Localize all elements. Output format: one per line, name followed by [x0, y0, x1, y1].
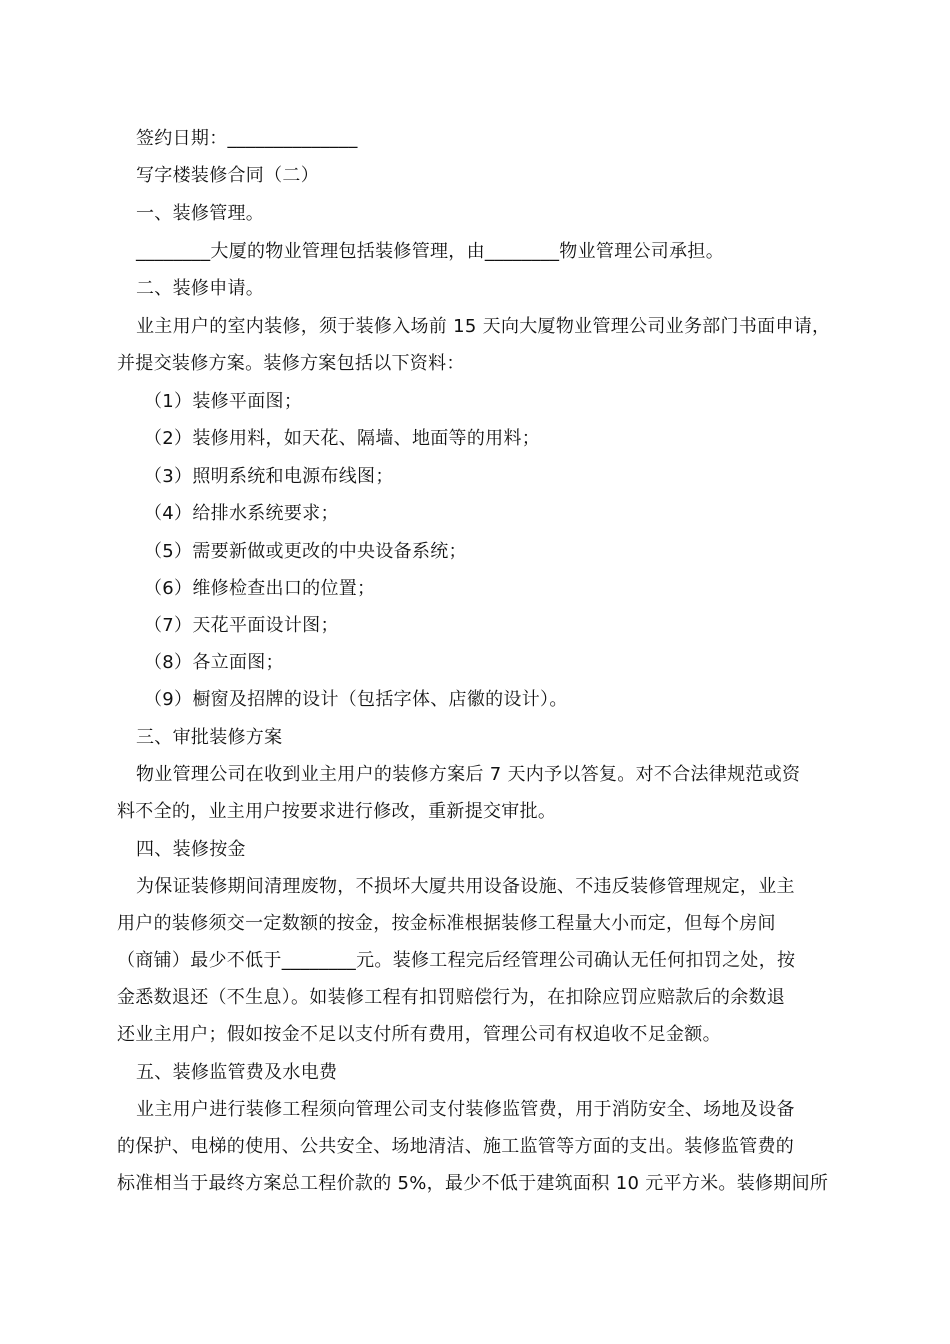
- list-item: （8）各立面图；: [144, 652, 284, 673]
- list-item: （4）给排水系统要求；: [144, 503, 339, 524]
- paragraph-line: （商铺）最少不低于________元。装修工程完后经管理公司确认无任何扣罚之处，按: [117, 950, 796, 971]
- list-item: （9）橱窗及招牌的设计（包括字体、店徽的设计）。: [144, 689, 568, 710]
- paragraph-line: 还业主用户；假如按金不足以支付所有费用，管理公司有权追收不足金额。: [117, 1024, 721, 1045]
- list-item: （7）天花平面设计图；: [144, 615, 339, 636]
- paragraph-line: 并提交装修方案。装修方案包括以下资料：: [117, 353, 465, 374]
- list-item: （3）照明系统和电源布线图；: [144, 466, 394, 487]
- list-item: （6）维修检查出口的位置；: [144, 578, 376, 599]
- paragraph-line: 用户的装修须交一定数额的按金，按金标准根据装修工程量大小而定，但每个房间: [117, 913, 776, 934]
- section-heading-3: 三、审批装修方案: [136, 727, 283, 748]
- list-item: （1）装修平面图；: [144, 391, 303, 412]
- paragraph-line: 料不全的，业主用户按要求进行修改，重新提交审批。: [117, 801, 557, 822]
- paragraph-line: 物业管理公司在收到业主用户的装修方案后 7 天内予以答复。对不合法律规范或资: [136, 764, 801, 785]
- section-heading-1: 一、装修管理。: [136, 203, 265, 224]
- list-item: （5）需要新做或更改的中央设备系统；: [144, 541, 467, 562]
- paragraph-line: 标准相当于最终方案总工程价款的 5%，最少不低于建筑面积 10 元平方米。装修期间所: [117, 1173, 829, 1194]
- section-heading-4: 四、装修按金: [136, 839, 246, 860]
- paragraph-line: 为保证装修期间清理废物，不损坏大厦共用设备设施、不违反装修管理规定，业主: [136, 876, 795, 897]
- signing-date-line: 签约日期：______________: [136, 128, 358, 149]
- paragraph-line: 业主用户进行装修工程须向管理公司支付装修监管费，用于消防安全、场地及设备: [136, 1099, 795, 1120]
- paragraph-line: 的保护、电梯的使用、公共安全、场地清洁、施工监管等方面的支出。装修监管费的: [117, 1136, 795, 1157]
- contract-title: 写字楼装修合同（二）: [136, 165, 319, 186]
- paragraph-line: 金悉数退还（不生息）。如装修工程有扣罚赔偿行为，在扣除应罚应赔款后的余数退: [117, 987, 786, 1008]
- section-heading-2: 二、装修申请。: [136, 278, 265, 299]
- list-item: （2）装修用料，如天花、隔墙、地面等的用料；: [144, 428, 541, 449]
- paragraph-line: 业主用户的室内装修，须于装修入场前 15 天向大厦物业管理公司业务部门书面申请，: [136, 316, 831, 337]
- paragraph-line: ________大厦的物业管理包括装修管理，由________物业管理公司承担。: [136, 241, 724, 262]
- section-heading-5: 五、装修监管费及水电费: [136, 1062, 338, 1083]
